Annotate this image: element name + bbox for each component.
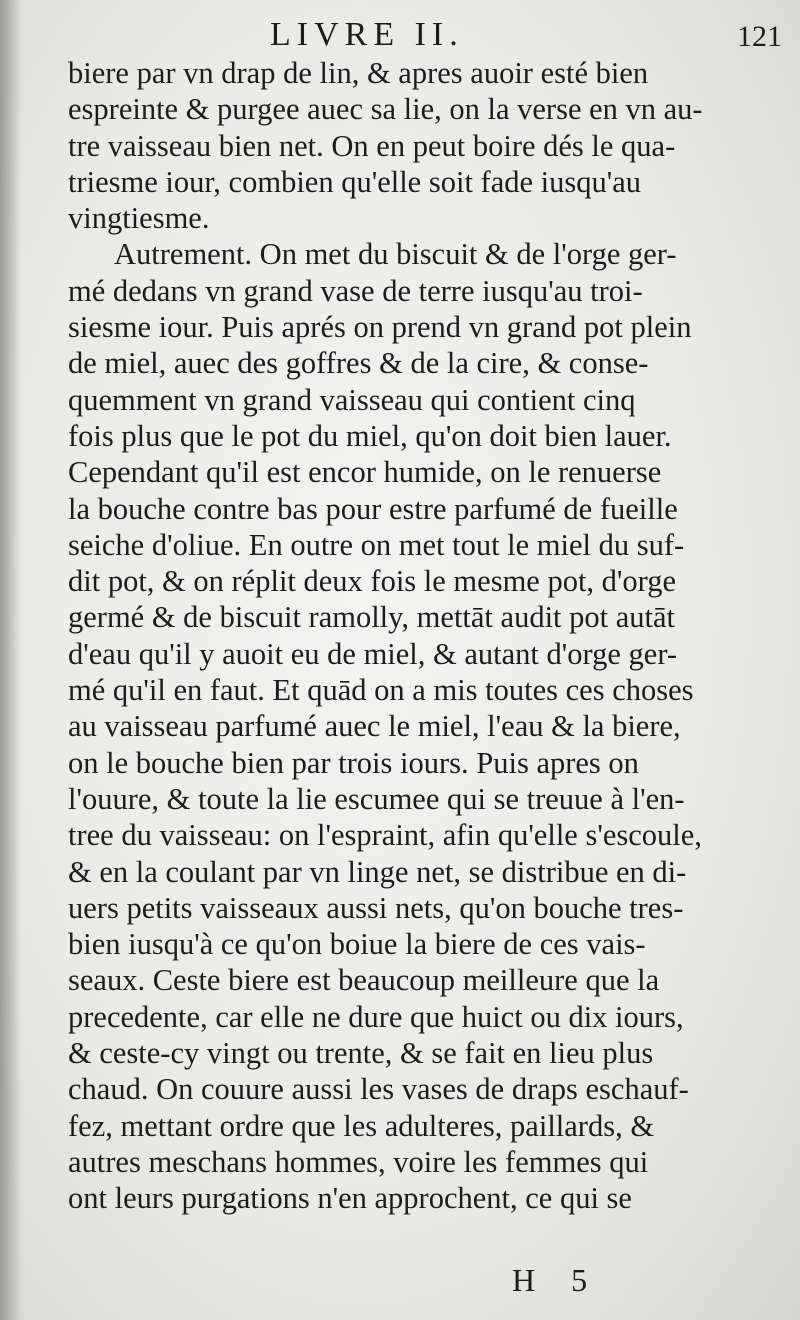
text-line: germé & de biscuit ramolly, mettāt audit pot autāt — [68, 600, 676, 635]
text-line: siesme iour. Puis aprés on prend vn grand pot plein — [68, 310, 692, 345]
text-line: fois plus que le pot du miel, qu'on doit bien lauer. — [68, 418, 672, 453]
text-line: mé qu'il en faut. Et quād on a mis toutes ces choses — [68, 673, 694, 708]
text-line: & en la coulant par vn linge net, se distribue en di- — [68, 854, 687, 889]
text-line: triesme iour, combien qu'elle soit fade iusqu'au — [68, 164, 642, 199]
text-line: tree du vaisseau: on l'espraint, afin qu'elle s'escoule, — [68, 818, 702, 853]
text-line: Cependant qu'il est encor humide, on le renuerse — [68, 455, 662, 490]
page-number: 121 — [737, 20, 782, 53]
text-line: on le bouche bien par trois iours. Puis apres on — [68, 745, 639, 780]
text-line: l'ouure, & toute la lie escumee qui se treuue à l'en- — [68, 781, 685, 816]
text-line: dit pot, & on réplit deux fois le mesme pot, d'orge — [68, 564, 677, 599]
text-line: fez, mettant ordre que les adulteres, paillards, & — [68, 1108, 655, 1143]
text-line: ont leurs purgations n'en approchent, ce qui se — [68, 1181, 632, 1216]
text-line: mé dedans vn grand vase de terre iusqu'au troi- — [68, 273, 643, 308]
page-header — [0, 16, 800, 60]
text-line: seiche d'oliue. En outre on met tout le miel du suf- — [68, 527, 685, 562]
text-line: seaux. Ceste biere est beaucoup meilleure que la — [68, 963, 660, 998]
text-line: d'eau qu'il y auoit eu de miel, & autant d'orge ger- — [68, 636, 678, 671]
text-line: tre vaisseau bien net. On en peut boire dés le qua- — [68, 128, 676, 163]
text-line: biere par vn drap de lin, & apres auoir esté bien — [68, 56, 649, 90]
text-line: bien iusqu'à ce qu'on boiue la biere de ces vais- — [68, 927, 646, 962]
text-line: chaud. On couure aussi les vases de draps eschauf- — [68, 1072, 689, 1107]
body-text — [68, 55, 720, 1217]
text-line: precedente, car elle ne dure que huict ou dix iours, — [68, 999, 684, 1034]
text-line: & ceste-cy vingt ou trente, & se fait en lieu plus — [68, 1036, 654, 1071]
text-line: Autrement. On met du biscuit & de l'orge ger- — [114, 237, 677, 272]
text-line: de miel, auec des goffres & de la cire, & conse- — [68, 346, 649, 381]
text-line: vingtiesme. — [68, 201, 210, 236]
text-line: espreinte & purgee auec sa lie, on la verse en vn au- — [68, 92, 703, 127]
text-line: la bouche contre bas pour estre parfumé de fueille — [68, 491, 678, 526]
running-head: LIVRE II. — [270, 16, 464, 53]
signature-mark: H 5 — [512, 1262, 602, 1298]
text-line: au vaisseau parfumé auec le miel, l'eau & la biere, — [68, 709, 681, 744]
text-line: quemment vn grand vaisseau qui contient cinq — [68, 382, 636, 417]
gutter-shadow — [0, 0, 22, 1320]
text-line: uers petits vaisseaux aussi nets, qu'on bouche tres- — [68, 890, 684, 925]
text-line: autres meschans hommes, voire les femmes qui — [68, 1144, 649, 1179]
